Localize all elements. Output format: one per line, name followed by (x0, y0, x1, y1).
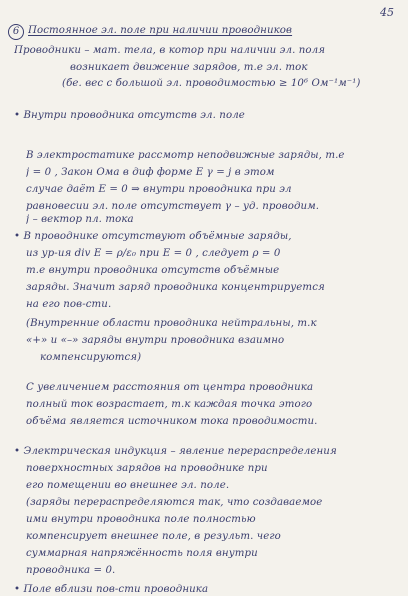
page-number: 45 (380, 6, 394, 19)
text-line: ими внутри проводника поле полностью (26, 514, 256, 525)
section-title: Постоянное эл. поле при наличии проводников (28, 25, 293, 36)
text-line: заряды. Значит заряд проводника концентрируется (26, 282, 325, 293)
text-line: «+» и «–» заряды внутри проводника взаимно (26, 335, 285, 346)
text-line: Проводники – мат. тела, в котор при наличии эл. поля (14, 45, 326, 56)
text-line: j = 0 , Закон Ома в диф форме E γ = j в этом (26, 167, 275, 178)
text-line: из ур-ия div E = ρ/ε₀ при E = 0 , следует ρ = 0 (26, 248, 281, 259)
text-line: его помещении во внешнее эл. поле. (26, 480, 230, 491)
text-line: компенсируются) (40, 352, 142, 363)
text-line: равновесии эл. поле отсутствует γ – уд. проводим. (26, 201, 320, 212)
text-line: поверхностных зарядов на проводнике при (26, 463, 268, 474)
text-line: • Поле вблизи пов-сти проводника (14, 584, 209, 595)
text-line: j – вектор пл. тока (26, 214, 134, 225)
section-number-badge: 6 (8, 24, 24, 40)
text-line: (заряды перераспределяются так, что создаваемое (26, 497, 323, 508)
text-line: проводника = 0. (26, 565, 116, 576)
text-line: полный ток возрастает, т.к каждая точка этого (26, 399, 313, 410)
text-line: объёма является источником тока проводимости. (26, 416, 318, 427)
text-line: (Внутренние области проводника нейтральны, т.к (26, 318, 317, 329)
text-line: • В проводнике отсутствуют объёмные заряды, (14, 231, 292, 242)
text-line: случае даёт E = 0 ⇒ внутри проводника при эл (26, 184, 292, 195)
text-line: В электростатике рассмотр неподвижные заряды, т.е (26, 150, 345, 161)
text-line: С увеличением расстояния от центра проводника (26, 382, 314, 393)
text-line: возникает движение зарядов, т.е эл. ток (70, 62, 308, 73)
text-line: суммарная напряжённость поля внутри (26, 548, 258, 559)
text-line: т.е внутри проводника отсутств объёмные (26, 265, 280, 276)
text-line: • Электрическая индукция – явление перераспределения (14, 446, 337, 457)
text-line: • Внутри проводника отсутств эл. поле (14, 110, 245, 121)
text-line: (бе. вес с большой эл. проводимостью ≥ 10⁶ Ом⁻¹м⁻¹) (62, 78, 361, 89)
text-line: компенсирует внешнее поле, в результ. чего (26, 531, 281, 542)
text-line: на его пов-сти. (26, 299, 112, 310)
